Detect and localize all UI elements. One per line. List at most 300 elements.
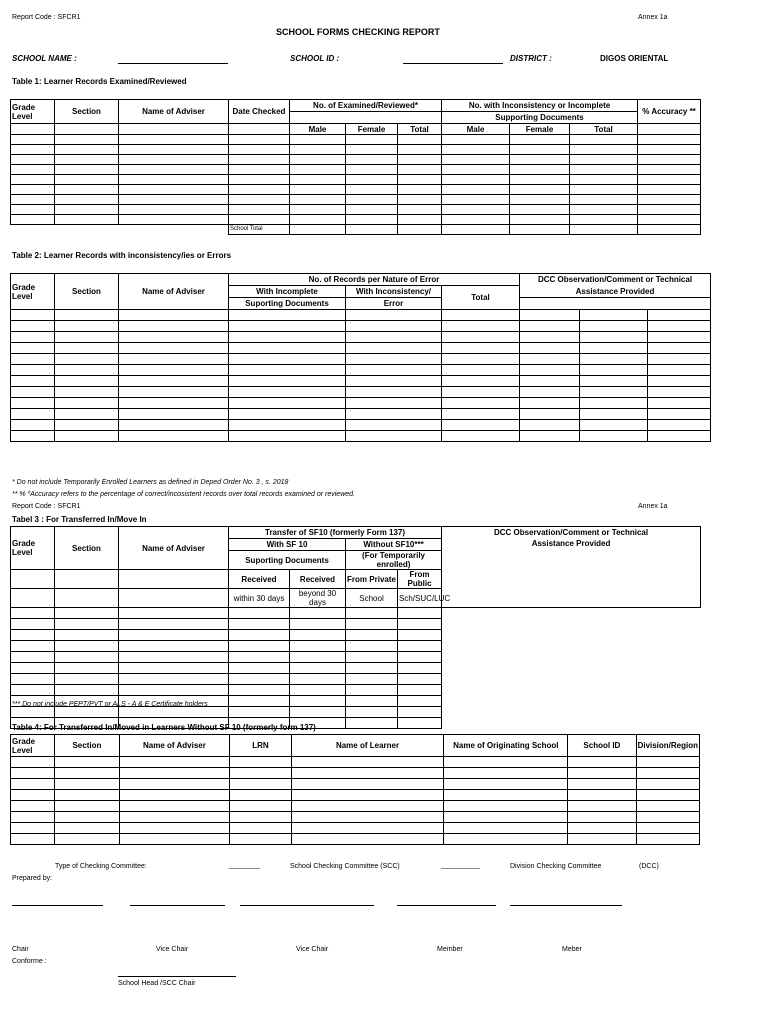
t3-cell[interactable]: [398, 619, 442, 630]
t3-cell[interactable]: [398, 718, 442, 729]
t3-cell[interactable]: [55, 707, 119, 718]
t3-cell[interactable]: [229, 630, 290, 641]
t2-cell[interactable]: [648, 387, 711, 398]
t1-cell[interactable]: [229, 175, 290, 185]
t2-cell[interactable]: [55, 398, 119, 409]
t3-cell[interactable]: [11, 674, 55, 685]
t4-cell[interactable]: [119, 757, 230, 768]
t3-cell[interactable]: [398, 674, 442, 685]
t3-cell[interactable]: [55, 685, 119, 696]
t3-cell[interactable]: [346, 685, 398, 696]
t1-cell[interactable]: [510, 185, 570, 195]
t1-cell[interactable]: [346, 155, 398, 165]
t2-cell[interactable]: [520, 376, 580, 387]
t4-cell[interactable]: [119, 790, 230, 801]
t1-cell[interactable]: [398, 135, 442, 145]
t2-cell[interactable]: [520, 332, 580, 343]
t4-cell[interactable]: [568, 834, 636, 845]
t4-cell[interactable]: [230, 801, 291, 812]
t4-cell[interactable]: [291, 768, 444, 779]
t2-cell[interactable]: [520, 365, 580, 376]
t4-cell[interactable]: [568, 757, 636, 768]
t2-cell[interactable]: [346, 387, 442, 398]
t4-cell[interactable]: [11, 790, 55, 801]
t2-cell[interactable]: [580, 420, 648, 431]
t4-cell[interactable]: [636, 834, 699, 845]
t4-cell[interactable]: [119, 812, 230, 823]
t1-cell[interactable]: [398, 155, 442, 165]
t3-cell[interactable]: [398, 707, 442, 718]
t2-cell[interactable]: [580, 321, 648, 332]
t1-cell[interactable]: [398, 145, 442, 155]
t1-cell[interactable]: [510, 135, 570, 145]
t3-cell[interactable]: [346, 608, 398, 619]
t4-cell[interactable]: [55, 790, 119, 801]
t1-cell[interactable]: [442, 165, 510, 175]
t1-cell[interactable]: [638, 145, 701, 155]
t1-cell[interactable]: [55, 205, 119, 215]
t2-cell[interactable]: [55, 365, 119, 376]
t1-cell[interactable]: [398, 215, 442, 225]
t2-cell[interactable]: [55, 376, 119, 387]
t4-cell[interactable]: [636, 823, 699, 834]
t2-cell[interactable]: [11, 376, 55, 387]
t1-cell[interactable]: [11, 185, 55, 195]
t1-cell[interactable]: [346, 135, 398, 145]
t2-cell[interactable]: [55, 310, 119, 321]
t1-cell[interactable]: [346, 145, 398, 155]
t1-cell[interactable]: [55, 185, 119, 195]
t3-cell[interactable]: [229, 696, 290, 707]
t2-cell[interactable]: [346, 332, 442, 343]
t1-cell[interactable]: [442, 175, 510, 185]
t1-cell[interactable]: [510, 195, 570, 205]
t1-cell[interactable]: [398, 205, 442, 215]
t4-cell[interactable]: [11, 812, 55, 823]
t2-cell[interactable]: [229, 310, 346, 321]
t1-cell[interactable]: [442, 215, 510, 225]
t1-cell[interactable]: [290, 135, 346, 145]
t1-cell[interactable]: [638, 165, 701, 175]
t3-cell[interactable]: [290, 641, 346, 652]
t2-cell[interactable]: [229, 376, 346, 387]
t2-cell[interactable]: [520, 343, 580, 354]
t2-cell[interactable]: [346, 431, 442, 442]
t4-cell[interactable]: [11, 834, 55, 845]
t1-cell[interactable]: [119, 185, 229, 195]
t1-cell[interactable]: [510, 145, 570, 155]
t2-cell[interactable]: [442, 310, 520, 321]
t2-cell[interactable]: [580, 376, 648, 387]
t2-cell[interactable]: [55, 354, 119, 365]
t1-cell[interactable]: [290, 205, 346, 215]
t1-cell[interactable]: [229, 205, 290, 215]
t2-cell[interactable]: [119, 387, 229, 398]
t2-cell[interactable]: [346, 310, 442, 321]
t4-cell[interactable]: [119, 768, 230, 779]
t1-cell[interactable]: [119, 215, 229, 225]
t2-cell[interactable]: [520, 310, 580, 321]
t2-cell[interactable]: [55, 387, 119, 398]
t1-cell[interactable]: [290, 185, 346, 195]
t2-cell[interactable]: [346, 409, 442, 420]
t2-cell[interactable]: [648, 420, 711, 431]
t1-cell[interactable]: [55, 155, 119, 165]
t1-cell[interactable]: [55, 175, 119, 185]
t2-cell[interactable]: [346, 354, 442, 365]
t2-cell[interactable]: [119, 420, 229, 431]
t4-cell[interactable]: [55, 801, 119, 812]
t2-cell[interactable]: [229, 365, 346, 376]
t3-cell[interactable]: [346, 663, 398, 674]
t4-cell[interactable]: [568, 790, 636, 801]
t3-cell[interactable]: [55, 663, 119, 674]
t1-cell[interactable]: [398, 225, 442, 235]
t4-cell[interactable]: [119, 801, 230, 812]
t3-cell[interactable]: [55, 641, 119, 652]
t4-cell[interactable]: [11, 757, 55, 768]
t4-cell[interactable]: [444, 812, 568, 823]
t3-cell[interactable]: [119, 663, 229, 674]
t3-cell[interactable]: [290, 685, 346, 696]
t4-cell[interactable]: [230, 812, 291, 823]
t2-cell[interactable]: [119, 321, 229, 332]
t2-cell[interactable]: [119, 332, 229, 343]
t2-cell[interactable]: [346, 376, 442, 387]
t1-cell[interactable]: [119, 205, 229, 215]
t1-cell[interactable]: [638, 185, 701, 195]
t4-cell[interactable]: [230, 834, 291, 845]
t1-cell[interactable]: [119, 175, 229, 185]
t2-cell[interactable]: [442, 343, 520, 354]
t2-cell[interactable]: [520, 354, 580, 365]
t1-cell[interactable]: [638, 205, 701, 215]
t2-cell[interactable]: [55, 431, 119, 442]
t3-cell[interactable]: [55, 608, 119, 619]
t4-cell[interactable]: [230, 823, 291, 834]
t1-cell[interactable]: [229, 145, 290, 155]
t2-cell[interactable]: [11, 332, 55, 343]
t1-cell[interactable]: [290, 145, 346, 155]
t4-cell[interactable]: [291, 834, 444, 845]
t1-cell[interactable]: [570, 215, 638, 225]
t3-cell[interactable]: [346, 674, 398, 685]
t1-cell[interactable]: [570, 205, 638, 215]
t1-cell[interactable]: [570, 145, 638, 155]
t3-cell[interactable]: [11, 608, 55, 619]
t4-cell[interactable]: [568, 801, 636, 812]
t1-cell[interactable]: [510, 215, 570, 225]
signature-line-member[interactable]: [397, 905, 496, 906]
t3-cell[interactable]: [229, 641, 290, 652]
t2-cell[interactable]: [11, 431, 55, 442]
t1-cell[interactable]: [570, 165, 638, 175]
t2-cell[interactable]: [442, 431, 520, 442]
t2-cell[interactable]: [580, 310, 648, 321]
t2-cell[interactable]: [11, 343, 55, 354]
t4-cell[interactable]: [55, 834, 119, 845]
t2-cell[interactable]: [442, 387, 520, 398]
t2-cell[interactable]: [346, 343, 442, 354]
t1-cell[interactable]: [346, 175, 398, 185]
t2-cell[interactable]: [442, 376, 520, 387]
t1-cell[interactable]: [229, 195, 290, 205]
t4-cell[interactable]: [636, 790, 699, 801]
t2-cell[interactable]: [346, 398, 442, 409]
t1-cell[interactable]: [398, 175, 442, 185]
t4-cell[interactable]: [568, 779, 636, 790]
t4-cell[interactable]: [636, 812, 699, 823]
t4-cell[interactable]: [55, 757, 119, 768]
t4-cell[interactable]: [444, 757, 568, 768]
t3-cell[interactable]: [11, 619, 55, 630]
t4-cell[interactable]: [636, 768, 699, 779]
t1-cell[interactable]: [346, 225, 398, 235]
t2-cell[interactable]: [442, 354, 520, 365]
t2-cell[interactable]: [442, 365, 520, 376]
t1-cell[interactable]: [11, 135, 55, 145]
t1-cell[interactable]: [442, 195, 510, 205]
t2-cell[interactable]: [346, 321, 442, 332]
t2-cell[interactable]: [229, 387, 346, 398]
t1-cell[interactable]: [55, 195, 119, 205]
t3-cell[interactable]: [229, 619, 290, 630]
t2-cell[interactable]: [580, 365, 648, 376]
t1-cell[interactable]: [442, 185, 510, 195]
t1-cell[interactable]: [570, 135, 638, 145]
t3-cell[interactable]: [11, 663, 55, 674]
t1-cell[interactable]: [119, 135, 229, 145]
t1-cell[interactable]: [638, 135, 701, 145]
t3-cell[interactable]: [229, 652, 290, 663]
t2-cell[interactable]: [119, 354, 229, 365]
t3-cell[interactable]: [290, 674, 346, 685]
t2-cell[interactable]: [520, 387, 580, 398]
t4-cell[interactable]: [230, 757, 291, 768]
t1-cell[interactable]: [11, 165, 55, 175]
t3-cell[interactable]: [119, 630, 229, 641]
t1-cell[interactable]: [638, 225, 701, 235]
t1-cell[interactable]: [229, 185, 290, 195]
t4-cell[interactable]: [568, 768, 636, 779]
t1-cell[interactable]: [442, 225, 510, 235]
t3-cell[interactable]: [290, 696, 346, 707]
t1-cell[interactable]: [442, 205, 510, 215]
t4-cell[interactable]: [291, 801, 444, 812]
t4-cell[interactable]: [119, 834, 230, 845]
t1-cell[interactable]: [346, 185, 398, 195]
t1-cell[interactable]: [638, 215, 701, 225]
t4-cell[interactable]: [230, 779, 291, 790]
t2-cell[interactable]: [648, 431, 711, 442]
t4-cell[interactable]: [230, 790, 291, 801]
t3-cell[interactable]: [346, 718, 398, 729]
t4-cell[interactable]: [444, 834, 568, 845]
t1-cell[interactable]: [290, 155, 346, 165]
t2-cell[interactable]: [11, 354, 55, 365]
t1-cell[interactable]: [510, 165, 570, 175]
t2-cell[interactable]: [229, 332, 346, 343]
t1-cell[interactable]: [442, 145, 510, 155]
t4-cell[interactable]: [444, 801, 568, 812]
t3-cell[interactable]: [398, 652, 442, 663]
t3-cell[interactable]: [346, 630, 398, 641]
signature-line-meber[interactable]: [510, 905, 622, 906]
t2-cell[interactable]: [11, 398, 55, 409]
t2-cell[interactable]: [229, 420, 346, 431]
t3-cell[interactable]: [346, 707, 398, 718]
t4-cell[interactable]: [291, 790, 444, 801]
t1-cell[interactable]: [11, 195, 55, 205]
t2-cell[interactable]: [11, 409, 55, 420]
t2-cell[interactable]: [119, 376, 229, 387]
t1-cell[interactable]: [119, 155, 229, 165]
t1-cell[interactable]: [11, 145, 55, 155]
t1-cell[interactable]: [510, 205, 570, 215]
t1-cell[interactable]: [398, 195, 442, 205]
t4-cell[interactable]: [55, 779, 119, 790]
t3-cell[interactable]: [290, 663, 346, 674]
t1-cell[interactable]: [346, 165, 398, 175]
t2-cell[interactable]: [520, 398, 580, 409]
t2-cell[interactable]: [346, 365, 442, 376]
t3-cell[interactable]: [346, 619, 398, 630]
t2-cell[interactable]: [229, 431, 346, 442]
t1-cell[interactable]: [570, 175, 638, 185]
signature-line-vice-chair-1[interactable]: [130, 905, 225, 906]
t2-cell[interactable]: [346, 420, 442, 431]
t1-cell[interactable]: [442, 135, 510, 145]
t4-cell[interactable]: [291, 779, 444, 790]
signature-line-vice-chair-2[interactable]: [240, 905, 374, 906]
t3-cell[interactable]: [11, 630, 55, 641]
t3-cell[interactable]: [229, 674, 290, 685]
t1-cell[interactable]: [638, 155, 701, 165]
t3-cell[interactable]: [11, 707, 55, 718]
t1-cell[interactable]: [55, 135, 119, 145]
t1-cell[interactable]: [346, 215, 398, 225]
t1-cell[interactable]: [570, 225, 638, 235]
t2-cell[interactable]: [119, 409, 229, 420]
t3-cell[interactable]: [229, 663, 290, 674]
t1-cell[interactable]: [229, 155, 290, 165]
t4-cell[interactable]: [11, 768, 55, 779]
t1-cell[interactable]: [119, 145, 229, 155]
t2-cell[interactable]: [520, 321, 580, 332]
t2-cell[interactable]: [55, 420, 119, 431]
t2-cell[interactable]: [520, 409, 580, 420]
t4-cell[interactable]: [11, 779, 55, 790]
t2-cell[interactable]: [119, 310, 229, 321]
t4-cell[interactable]: [444, 768, 568, 779]
t1-cell[interactable]: [290, 165, 346, 175]
t3-cell[interactable]: [398, 641, 442, 652]
t3-cell[interactable]: [398, 608, 442, 619]
t3-cell[interactable]: [346, 696, 398, 707]
t2-cell[interactable]: [580, 398, 648, 409]
t1-cell[interactable]: [510, 155, 570, 165]
t2-cell[interactable]: [442, 332, 520, 343]
t3-cell[interactable]: [346, 652, 398, 663]
t3-cell[interactable]: [290, 652, 346, 663]
t1-cell[interactable]: [119, 195, 229, 205]
t1-cell[interactable]: [398, 185, 442, 195]
t4-cell[interactable]: [119, 823, 230, 834]
t4-cell[interactable]: [636, 801, 699, 812]
t1-cell[interactable]: [638, 195, 701, 205]
t1-cell[interactable]: [55, 215, 119, 225]
signature-line-school-head[interactable]: [118, 976, 236, 977]
t4-cell[interactable]: [568, 812, 636, 823]
t4-cell[interactable]: [444, 779, 568, 790]
t4-cell[interactable]: [568, 823, 636, 834]
committee-blank-2[interactable]: __________: [441, 862, 480, 869]
t4-cell[interactable]: [55, 768, 119, 779]
t2-cell[interactable]: [55, 343, 119, 354]
t4-cell[interactable]: [444, 790, 568, 801]
t3-cell[interactable]: [290, 630, 346, 641]
t2-cell[interactable]: [229, 398, 346, 409]
t2-cell[interactable]: [648, 376, 711, 387]
t1-cell[interactable]: [290, 215, 346, 225]
t1-cell[interactable]: [570, 195, 638, 205]
t3-cell[interactable]: [55, 619, 119, 630]
t1-cell[interactable]: [570, 185, 638, 195]
t4-cell[interactable]: [636, 757, 699, 768]
t3-cell[interactable]: [119, 685, 229, 696]
school-id-field[interactable]: [403, 63, 503, 64]
t3-cell[interactable]: [398, 663, 442, 674]
t2-cell[interactable]: [11, 365, 55, 376]
t3-cell[interactable]: [229, 608, 290, 619]
t2-cell[interactable]: [229, 409, 346, 420]
t1-cell[interactable]: [229, 135, 290, 145]
t3-cell[interactable]: [229, 685, 290, 696]
t1-cell[interactable]: [119, 165, 229, 175]
t4-cell[interactable]: [291, 757, 444, 768]
t3-cell[interactable]: [11, 685, 55, 696]
signature-line-chair[interactable]: [12, 905, 103, 906]
t1-cell[interactable]: [229, 165, 290, 175]
t3-cell[interactable]: [119, 619, 229, 630]
t1-cell[interactable]: [290, 175, 346, 185]
t3-cell[interactable]: [346, 641, 398, 652]
t1-cell[interactable]: [398, 165, 442, 175]
t4-cell[interactable]: [291, 823, 444, 834]
t3-cell[interactable]: [398, 696, 442, 707]
t2-cell[interactable]: [520, 431, 580, 442]
t2-cell[interactable]: [11, 420, 55, 431]
t3-cell[interactable]: [11, 652, 55, 663]
t2-cell[interactable]: [11, 310, 55, 321]
t4-cell[interactable]: [291, 812, 444, 823]
t4-cell[interactable]: [230, 768, 291, 779]
t3-cell[interactable]: [119, 652, 229, 663]
t2-cell[interactable]: [580, 343, 648, 354]
t3-cell[interactable]: [398, 685, 442, 696]
t2-cell[interactable]: [442, 420, 520, 431]
t2-cell[interactable]: [442, 398, 520, 409]
t2-cell[interactable]: [119, 343, 229, 354]
committee-blank-1[interactable]: ________: [229, 862, 261, 869]
t2-cell[interactable]: [648, 321, 711, 332]
t2-cell[interactable]: [648, 365, 711, 376]
t2-cell[interactable]: [648, 332, 711, 343]
t3-cell[interactable]: [290, 608, 346, 619]
t2-cell[interactable]: [55, 409, 119, 420]
t4-cell[interactable]: [55, 823, 119, 834]
t1-cell[interactable]: [346, 205, 398, 215]
